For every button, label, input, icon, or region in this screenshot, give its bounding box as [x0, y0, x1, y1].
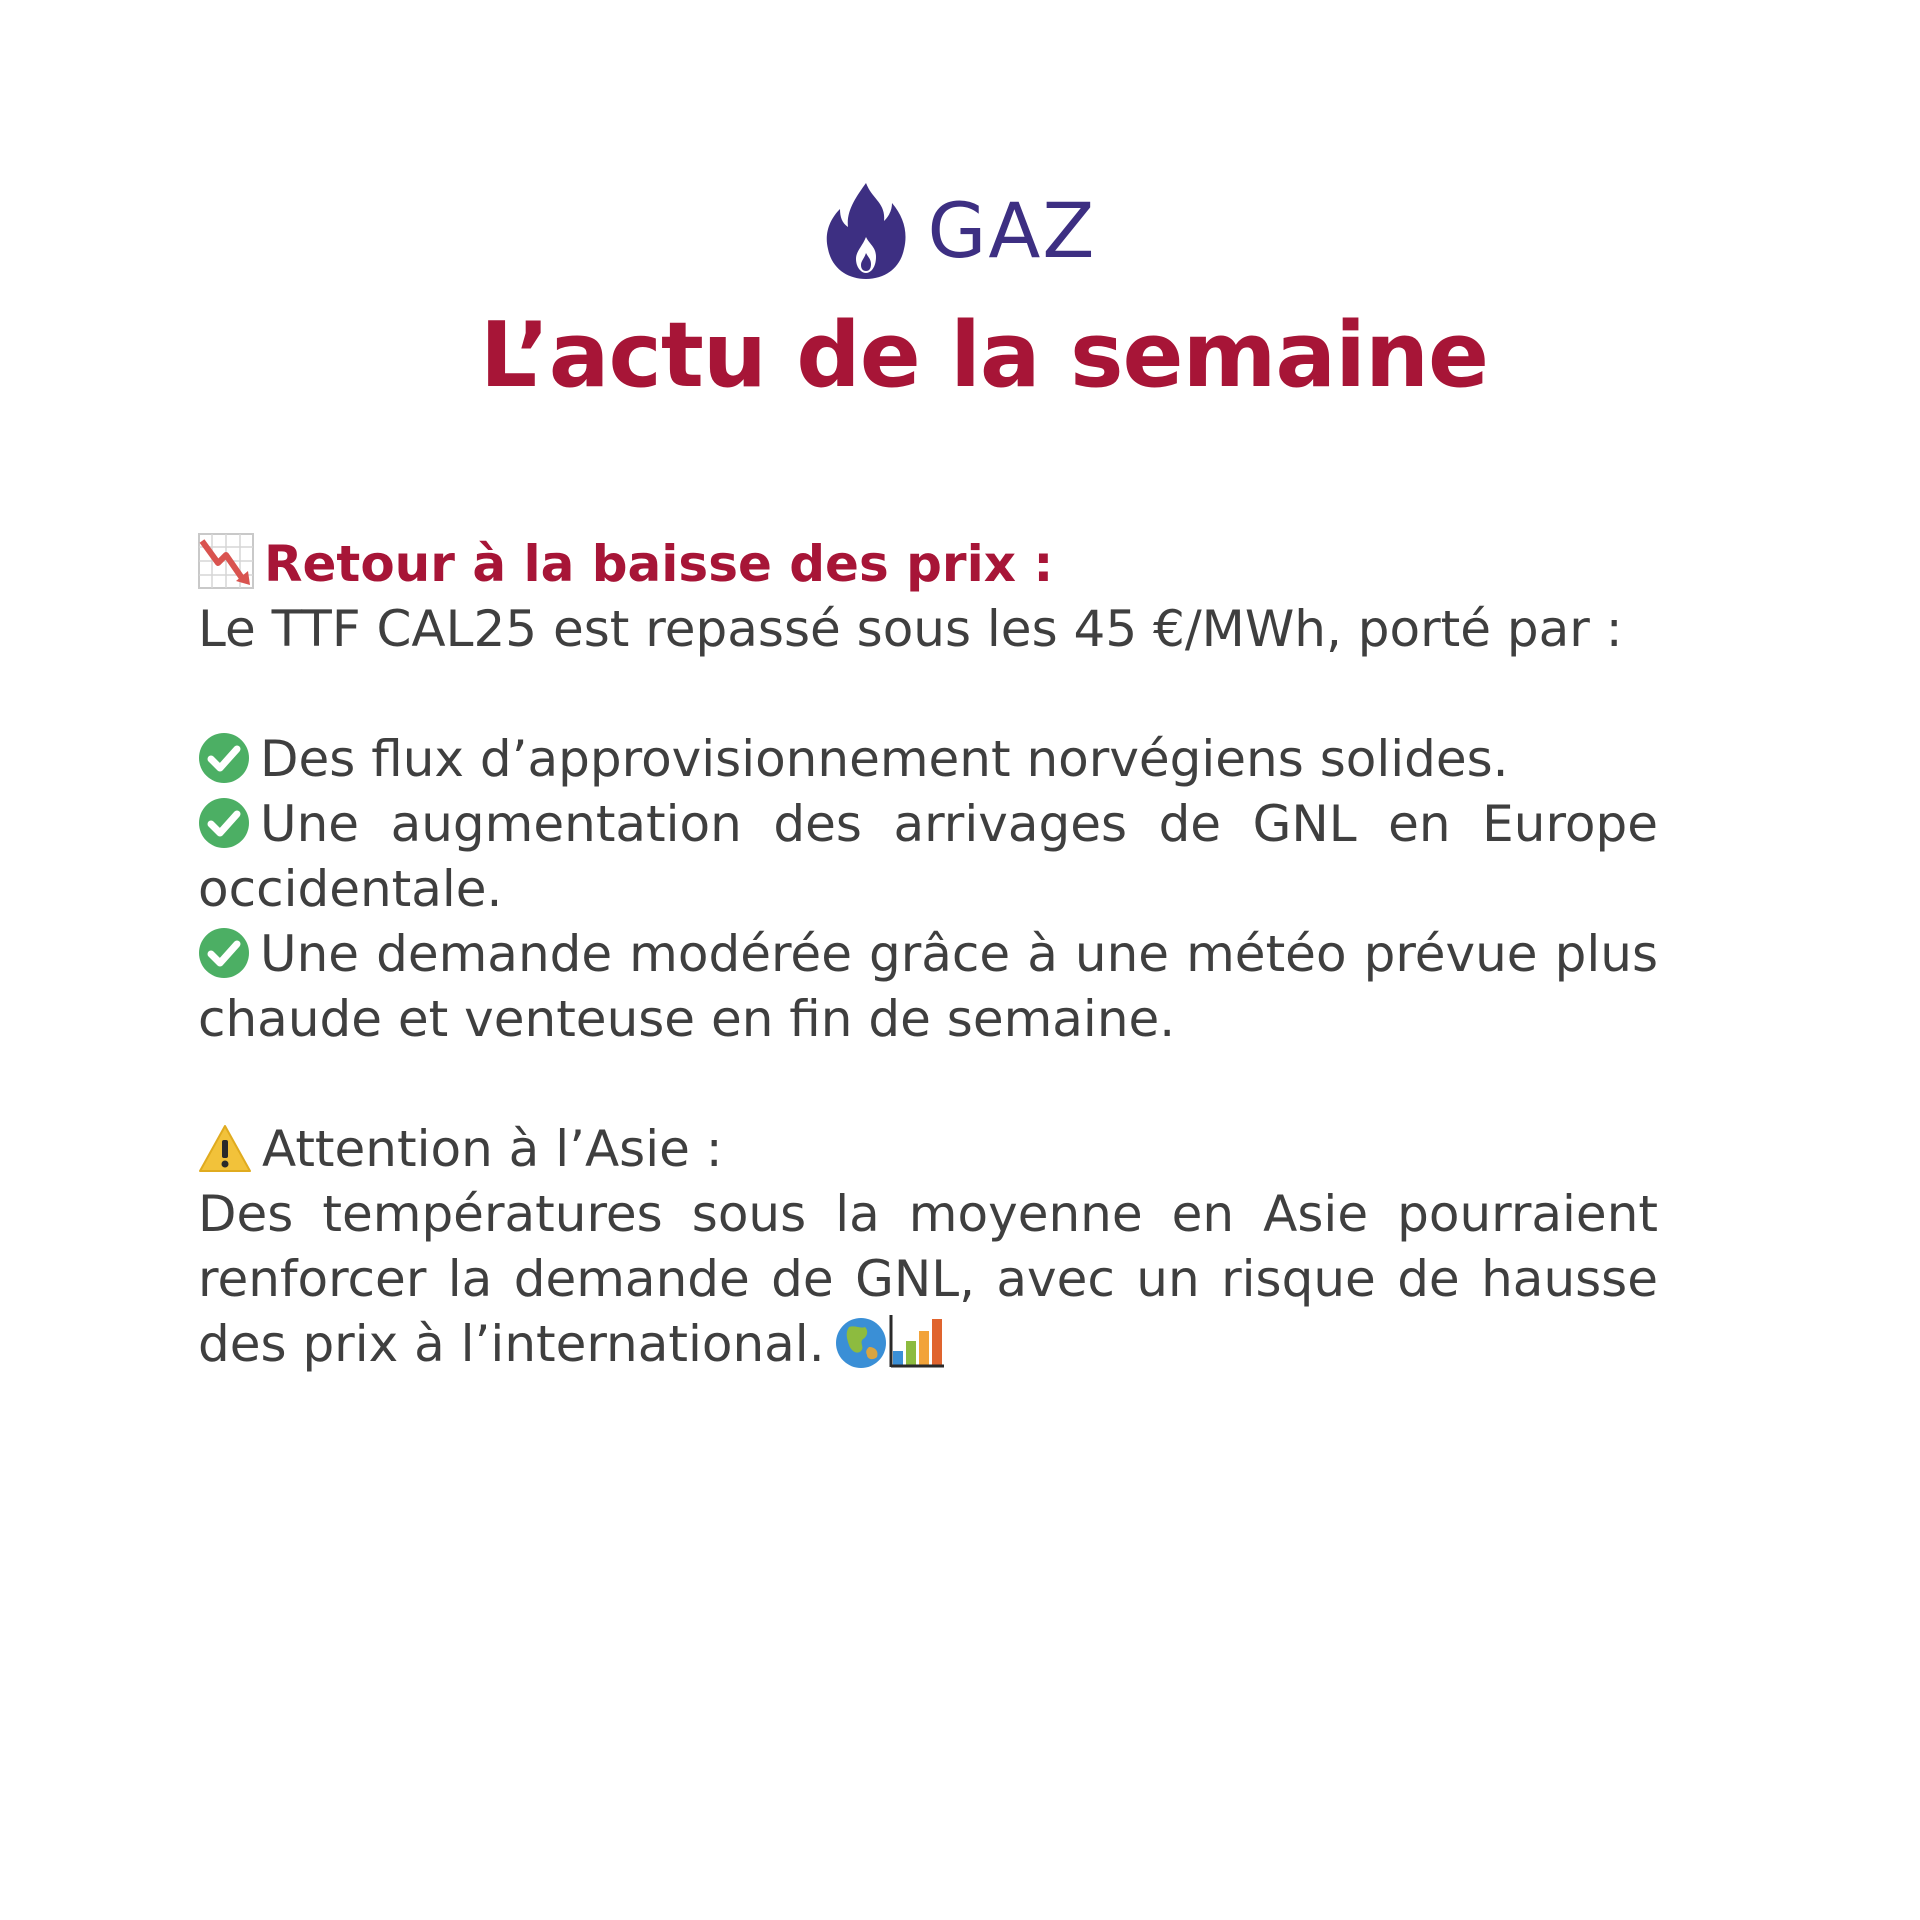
bullet-item	[198, 922, 1658, 1052]
section2-heading	[198, 1117, 1658, 1182]
category-label: GAZ	[927, 186, 1097, 275]
section1-heading	[198, 532, 1658, 597]
check-icon	[198, 927, 250, 979]
warning-icon	[198, 1124, 252, 1174]
section2-title: Attention à l’Asie :	[262, 1120, 723, 1178]
globe-asia-icon	[835, 1317, 887, 1369]
check-icon	[198, 732, 250, 784]
bar-chart-icon	[889, 1313, 945, 1369]
bullet-item	[198, 792, 1658, 922]
bullet-text: Une demande modérée grâce à une météo prévue plus chaude et venteuse en fin de semaine.	[198, 925, 1658, 1048]
bullet-text: Une augmentation des arrivages de GNL en Europe occidentale.	[198, 795, 1658, 918]
spacer	[198, 662, 1658, 727]
article-body	[198, 532, 1658, 1377]
section2-body-text: Des températures sous la moyenne en Asie pourraient renforcer la demande de GNL, avec un risque de hausse des prix à l’international.	[198, 1185, 1658, 1373]
page-title: L’actu de la semaine	[479, 303, 1489, 408]
section1-intro: Le TTF CAL25 est repassé sous les 45 €/MWh, porté par :	[198, 600, 1623, 658]
bullet-text: Des flux d’approvisionnement norvégiens solides.	[260, 730, 1509, 788]
header	[0, 176, 1920, 408]
check-icon	[198, 797, 250, 849]
section1-title: Retour à la baisse des prix :	[264, 535, 1054, 593]
chart-decreasing-icon	[198, 533, 254, 589]
section2-body	[198, 1182, 1658, 1377]
flame-icon	[824, 181, 908, 281]
category-row	[0, 176, 1920, 286]
bullet-item	[198, 727, 1658, 792]
spacer	[198, 1052, 1658, 1117]
